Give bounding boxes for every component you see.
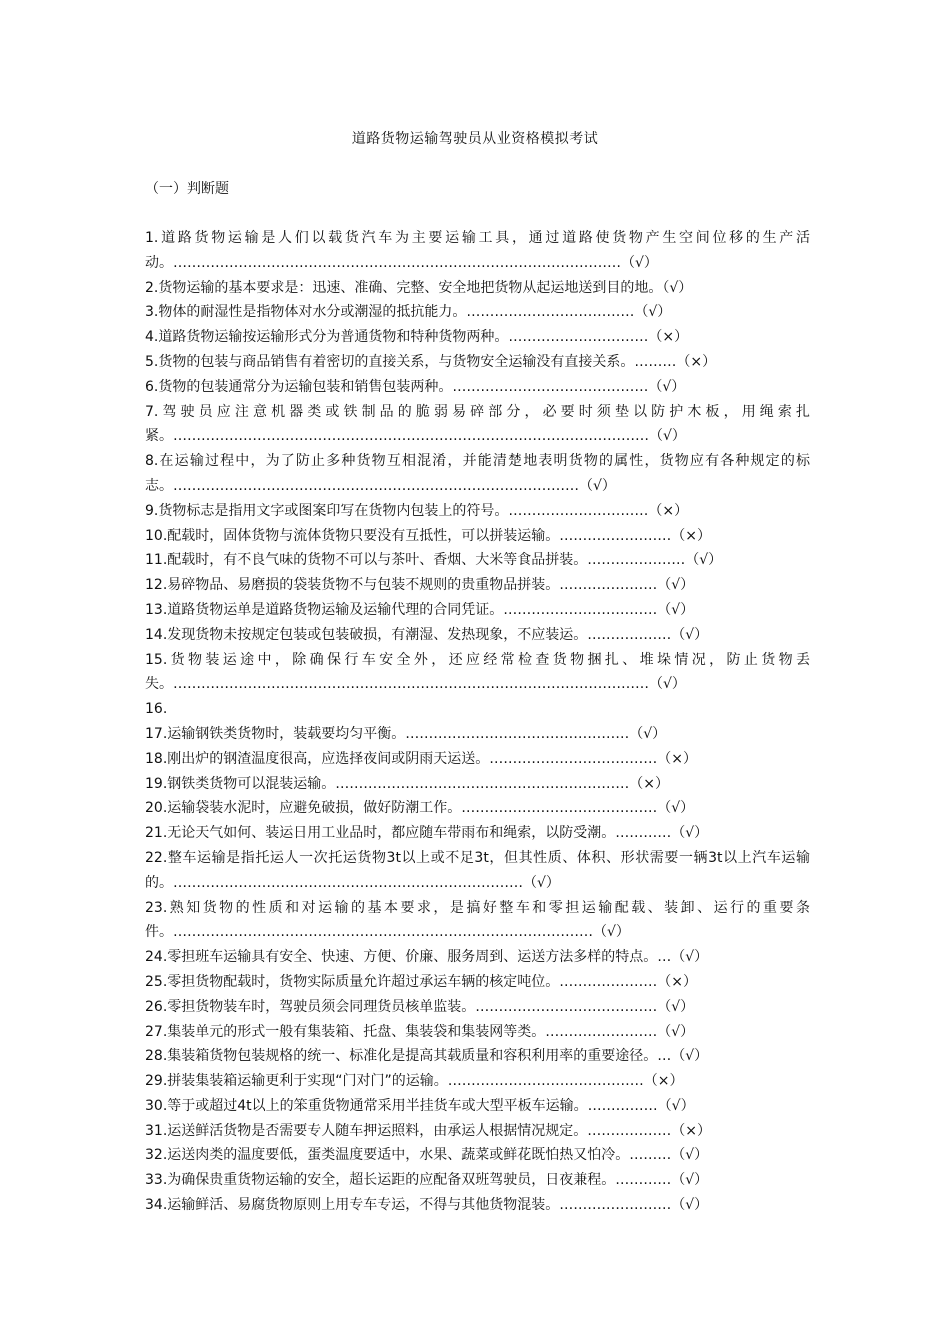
question-item: 31.运送鲜活货物是否需要专人随车押运照料，由承运人根据情况规定。………………（×） [145, 1122, 711, 1139]
question-item: 28.集装箱货物包装规格的统一、标准化是提高其载质量和容积利用率的重要途径。…（√） [145, 1048, 709, 1065]
question-item: 30.等于或超过4t以上的笨重货物通常采用半挂货车或大型平板车运输。……………（√） [145, 1097, 695, 1114]
question-item: 11.配载时，有不良气味的货物不可以与茶叶、香烟、大米等食品拼装。…………………（√） [145, 552, 723, 569]
question-item: 22.整车运输是指托运人一次托运货物3t以上或不足3t，但其性质、体积、形状需要一辆3t以上汽车运输的。…………………………………………………………………（√） [145, 849, 810, 891]
question-item: 5.货物的包装与商品销售有着密切的直接关系，与货物安全运输没有直接关系。………（×） [145, 353, 717, 370]
question-list [145, 226, 810, 1218]
question-item: 21.无论天气如何、装运日用工业品时，都应随车带雨布和绳索，以防受潮。…………（√） [145, 825, 709, 842]
question-item: 13.道路货物运单是道路货物运输及运输代理的合同凭证。……………………………（√） [145, 601, 695, 618]
question-item: 32.运送肉类的温度要低，蛋类温度要适中，水果、蔬菜或鲜花既怕热又怕冷。………（√） [145, 1147, 709, 1164]
question-item: 19.钢铁类货物可以混装运输。………………………………………………………（×） [145, 775, 669, 792]
question-item: 3.物体的耐湿性是指物体对水分或潮湿的抵抗能力。………………………………（√） [145, 304, 672, 321]
question-item: 6.货物的包装通常分为运输包装和销售包装两种。……………………………………（√） [145, 378, 686, 395]
section-heading: （一）判断题 [145, 181, 229, 197]
question-item: 20.运输袋装水泥时，应避免破损，做好防潮工作。……………………………………（√） [145, 800, 695, 817]
question-item: 25.零担货物配载时，货物实际质量允许超过承运车辆的核定吨位。…………………（×） [145, 973, 697, 990]
question-item: 2.货物运输的基本要求是：迅速、准确、完整、安全地把货物从起运地送到目的地。（√） [145, 279, 693, 296]
question-item: 17.运输钢铁类货物时，装载要均匀平衡。…………………………………………（√） [145, 725, 667, 742]
question-item: 14.发现货物未按规定包装或包装破损，有潮湿、发热现象，不应装运。………………（√） [145, 626, 709, 643]
question-item: 33.为确保贵重货物运输的安全，超长运距的应配备双班驾驶员，日夜兼程。…………（√） [145, 1172, 709, 1189]
question-item: 18.刚出炉的钢渣温度很高，应选择夜间或阴雨天运送。………………………………（×） [145, 750, 697, 767]
question-item: 9.货物标志是指用文字或图案印写在货物内包装上的符号。…………………………（×） [145, 502, 689, 519]
question-item: 8.在运输过程中，为了防止多种货物互相混淆，并能清楚地表明货物的属性，货物应有各种规定的标志。……………………………………………………………………………（√） [145, 453, 810, 494]
question-item: 4.道路货物运输按运输形式分为普通货物和特种货物两种。…………………………（×） [145, 329, 689, 346]
question-item: 15.货物装运途中，除确保行车安全外，还应经常检查货物捆扎、堆垛情况，防止货物丢失。…………………………………………………………………………………………（√） [145, 651, 810, 693]
question-item: 24.零担班车运输具有安全、快速、方便、价廉、服务周到、运送方法多样的特点。…（√） [145, 949, 709, 966]
question-item: 12.易碎物品、易磨损的袋装货物不与包装不规则的贵重物品拼装。…………………（√） [145, 577, 695, 594]
document-title: 道路货物运输驾驶员从业资格模拟考试 [351, 131, 599, 147]
question-item: 10.配载时，固体货物与流体货物只要没有互抵性，可以拼装运输。……………………（×） [145, 527, 711, 544]
question-item: 26.零担货物装车时，驾驶员须会同理货员核单监装。…………………………………（√） [145, 998, 695, 1015]
question-item: 23.熟知货物的性质和对运输的基本要求，是搞好整车和零担运输配载、装卸、运行的重要条件。………………………………………………………………………………（√） [145, 899, 810, 941]
question-item: 7.驾驶员应注意机器类或铁制品的脆弱易碎部分，必要时须垫以防护木板，用绳索扎紧。…………………………………………………………………………………………（√） [145, 403, 810, 445]
question-item: 1.道路货物运输是人们以载货汽车为主要运输工具，通过道路使货物产生空间位移的生产活动。……………………………………………………………………………………（√） [145, 230, 810, 271]
question-item: 34.运输鲜活、易腐货物原则上用专车专运，不得与其他货物混装。……………………（√） [145, 1197, 709, 1214]
question-item: 16. [145, 701, 168, 718]
question-item: 27.集装单元的形式一般有集装箱、托盘、集装袋和集装网等类。……………………（√） [145, 1023, 695, 1040]
question-item: 29.拼装集装箱运输更利于实现“门对门”的运输。……………………………………（×） [145, 1073, 684, 1090]
